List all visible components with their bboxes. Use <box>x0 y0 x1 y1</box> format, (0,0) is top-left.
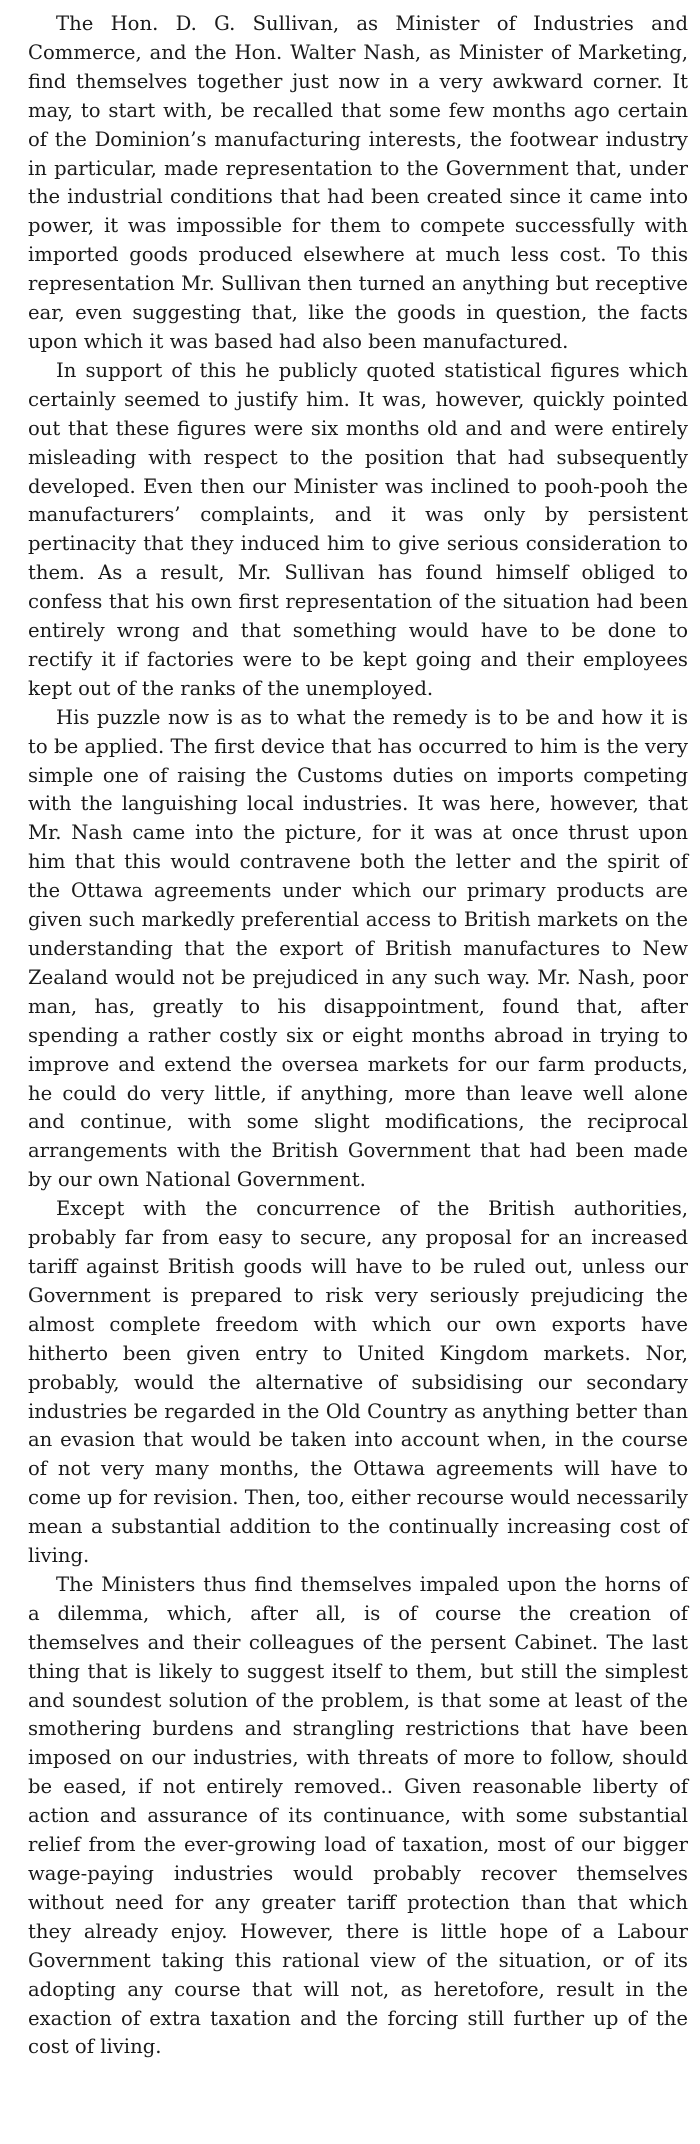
editorial-article <box>28 10 688 2062</box>
paragraph-5: The Ministers thus find themselves impaled upon the horns of a dilemma, which, after all, is of course the creation of themselves and their colleagues of the persent Cabinet. The last thing that is likely to suggest itself to them, but still the simplest and soundest solution of the problem, is that some at least of the smothering burdens and strangling restrictions that have been imposed on our industries, with threats of more to follow, should be eased, if not entirely removed.. Given reasonable liberty of action and assurance of its continuance, with some substantial relief from the ever-growing load of taxation, most of our bigger wage-paying industries would probably recover themselves without need for any greater tariff protection than that which they already enjoy. However, there is little hope of a Labour Government taking this rational view of the situation, or of its adopting any course that will not, as heretofore, result in the exaction of extra taxation and the forcing still further up of the cost of living. <box>28 1572 688 2059</box>
paragraph-2: In support of this he publicly quoted statistical figures which certainly seemed to justify him. It was, however, quickly pointed out that these figures were six months old and and were entirely misleading with respect to the position that had subsequently developed. Even then our Minister was inclined to pooh-pooh the manufacturers’ complaints, and it was only by persistent pertinacity that they induced him to give serious consideration to them. As a result, Mr. Sullivan has found himself obliged to confess that his own first representation of the situation had been entirely wrong and that something would have to be done to rectify it if factories were to be kept going and their employees kept out of the ranks of the unemployed. <box>28 358 688 700</box>
paragraph-4: Except with the concurrence of the British authorities, probably far from easy to secure, any proposal for an increased tariff against British goods will have to be ruled out, unless our Government is prepared to risk very seriously prejudicing the almost complete freedom with which our own exports have hitherto been given entry to United Kingdom markets. Nor, probably, would the alternative of subsidising our secondary industries be regarded in the Old Country as anything better than an evasion that would be taken into account when, in the course of not very many months, the Ottawa agreements will have to come up for revision. Then, too, either recourse would necessarily mean a substantial addition to the continually increasing cost of living. <box>28 1197 688 1568</box>
paragraph-3: His puzzle now is as to what the remedy is to be and how it is to be applied. The first device that has occurred to him is the very simple one of raising the Customs duties on imports competing with the languishing local industries. It was here, however, that Mr. Nash came into the picture, for it was at once thrust upon him that this would contravene both the letter and the spirit of the Ottawa agreements under which our primary products are given such markedly preferential access to British markets on the understanding that the export of British manufactures to New Zealand would not be prejudiced in any such way. Mr. Nash, poor man, has, greatly to his disappointment, found that, after spending a rather costly six or eight months abroad in trying to improve and extend the oversea markets for our farm products, he could do very little, if anything, more than leave well alone and continue, with some slight modifications, the reciprocal arrangements with the British Government that had been made by our own National Government. <box>28 705 688 1192</box>
paragraph-1: The Hon. D. G. Sullivan, as Minister of Industries and Commerce, and the Hon. Walter Nash, as Minister of Marketing, find themselves together just now in a very awkward corner. It may, to start with, be recalled that some few months ago certain of the Dominion’s manufacturing interests, the footwear industry in particular, made representation to the Government that, under the industrial conditions that had been created since it came into power, it was impossible for them to compete successfully with imported goods produced elsewhere at much less cost. To this representation Mr. Sullivan then turned an anything but receptive ear, even suggesting that, like the goods in question, the facts upon which it was based had also been manufactured. <box>28 12 688 353</box>
